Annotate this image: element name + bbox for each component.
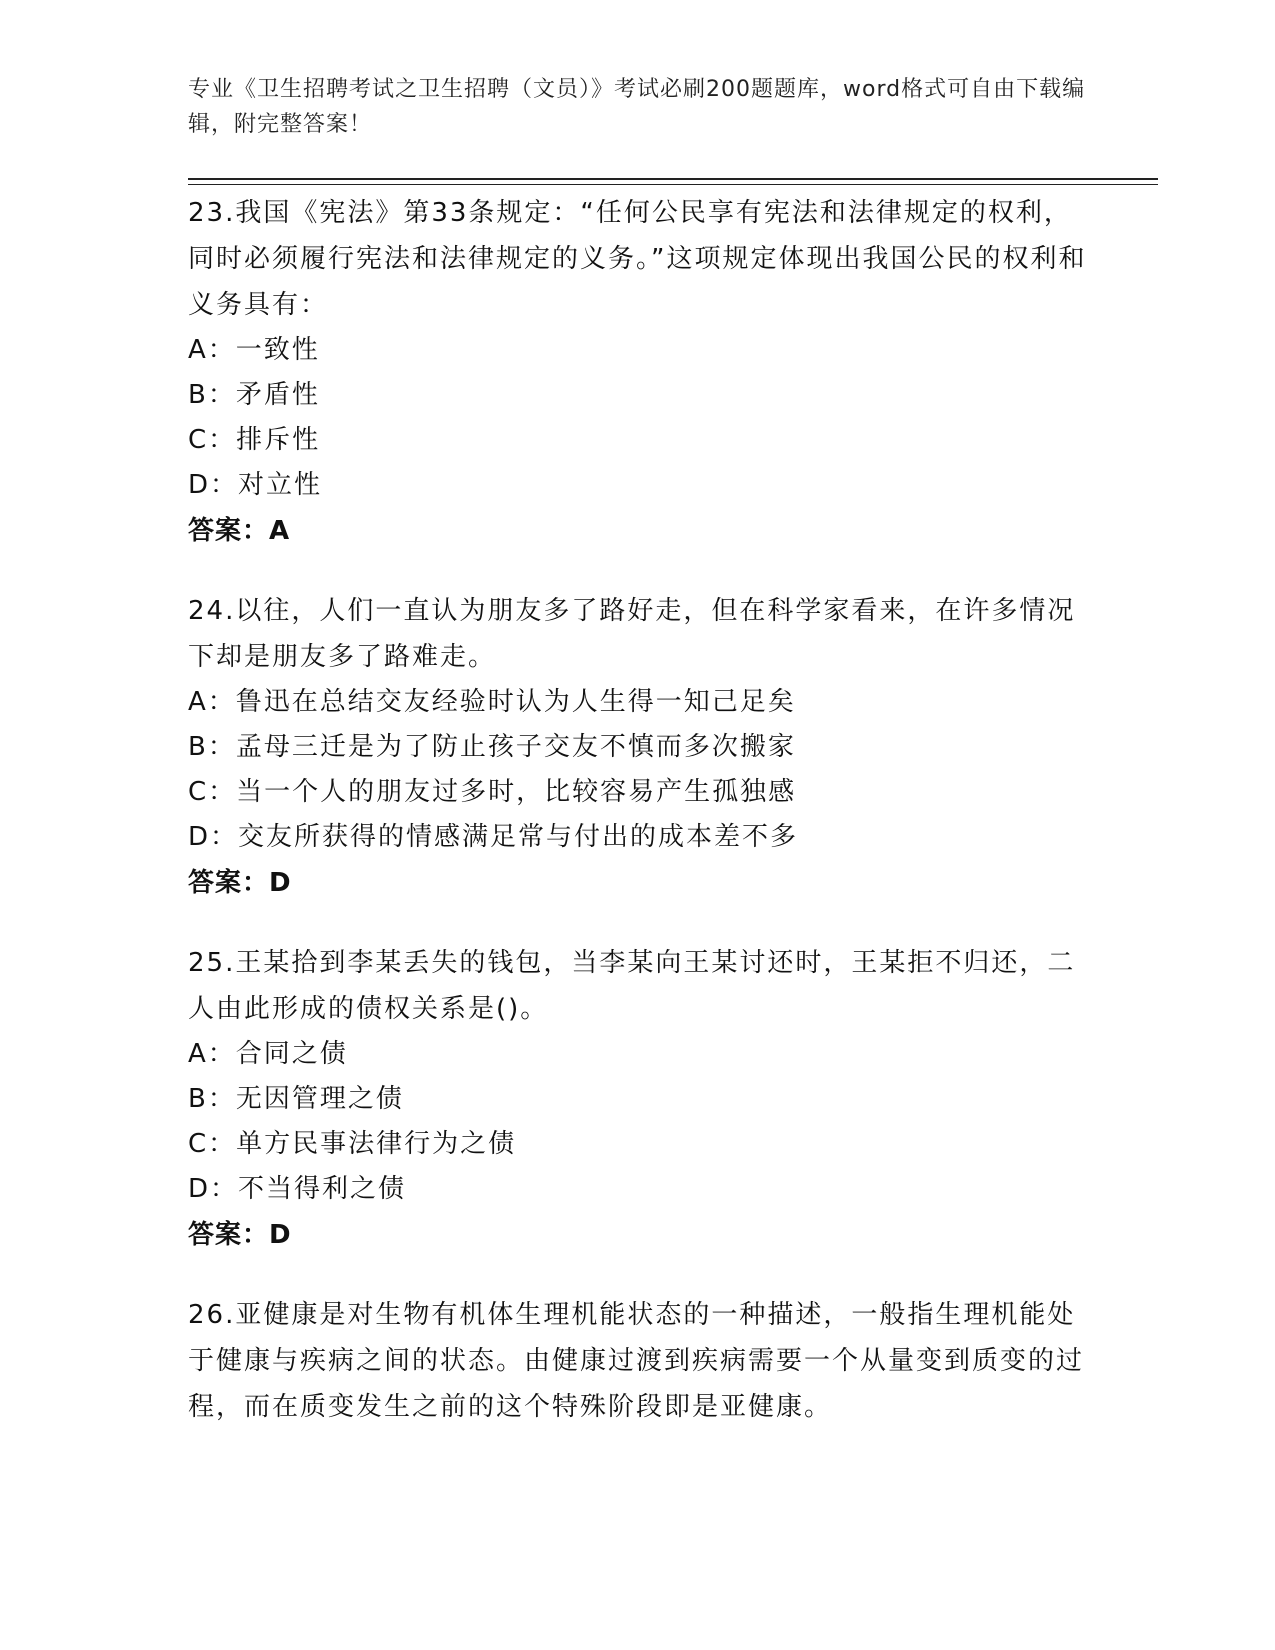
answer-line: 答案：A — [188, 516, 291, 546]
option-c: C：排斥性 — [188, 425, 321, 455]
question-stem: 23.我国《宪法》第33条规定：“任何公民享有宪法和法律规定的权利，同时必须履行宪法和法律规定的义务。”这项规定体现出我国公民的权利和义务具有： — [188, 198, 1087, 320]
header-rule-thin — [188, 184, 1158, 185]
question-24 — [188, 588, 1088, 906]
question-25 — [188, 940, 1088, 1258]
answer-line: 答案：D — [188, 1220, 292, 1250]
option-a: A：合同之债 — [188, 1039, 348, 1069]
question-26 — [188, 1292, 1088, 1430]
page-header: 专业《卫生招聘考试之卫生招聘（文员）》考试必刷200题题库，word格式可自由下载编辑，附完整答案！ — [188, 77, 1086, 137]
option-a: A：一致性 — [188, 335, 320, 365]
header-rule-thick — [188, 178, 1158, 180]
option-c: C：当一个人的朋友过多时，比较容易产生孤独感 — [188, 777, 797, 807]
option-d: D：交友所获得的情感满足常与付出的成本差不多 — [188, 822, 799, 852]
question-stem: 26.亚健康是对生物有机体生理机能状态的一种描述，一般指生理机能处于健康与疾病之间的状态。由健康过渡到疾病需要一个从量变到质变的过程，而在质变发生之前的这个特殊阶段即是亚健康。 — [188, 1300, 1085, 1422]
question-stem: 24.以往，人们一直认为朋友多了路好走，但在科学家看来，在许多情况下却是朋友多了路难走。 — [188, 596, 1076, 672]
option-b: B：无因管理之债 — [188, 1084, 404, 1114]
option-c: C：单方民事法律行为之债 — [188, 1129, 517, 1159]
option-d: D：不当得利之债 — [188, 1174, 407, 1204]
option-d: D：对立性 — [188, 470, 323, 500]
question-list — [188, 190, 1088, 1464]
option-b: B：矛盾性 — [188, 380, 320, 410]
question-23 — [188, 190, 1088, 554]
answer-line: 答案：D — [188, 868, 292, 898]
option-b: B：孟母三迁是为了防止孩子交友不慎而多次搬家 — [188, 732, 796, 762]
question-stem: 25.王某拾到李某丢失的钱包，当李某向王某讨还时，王某拒不归还，二人由此形成的债权关系是()。 — [188, 948, 1076, 1024]
option-a: A：鲁迅在总结交友经验时认为人生得一知己足矣 — [188, 687, 796, 717]
